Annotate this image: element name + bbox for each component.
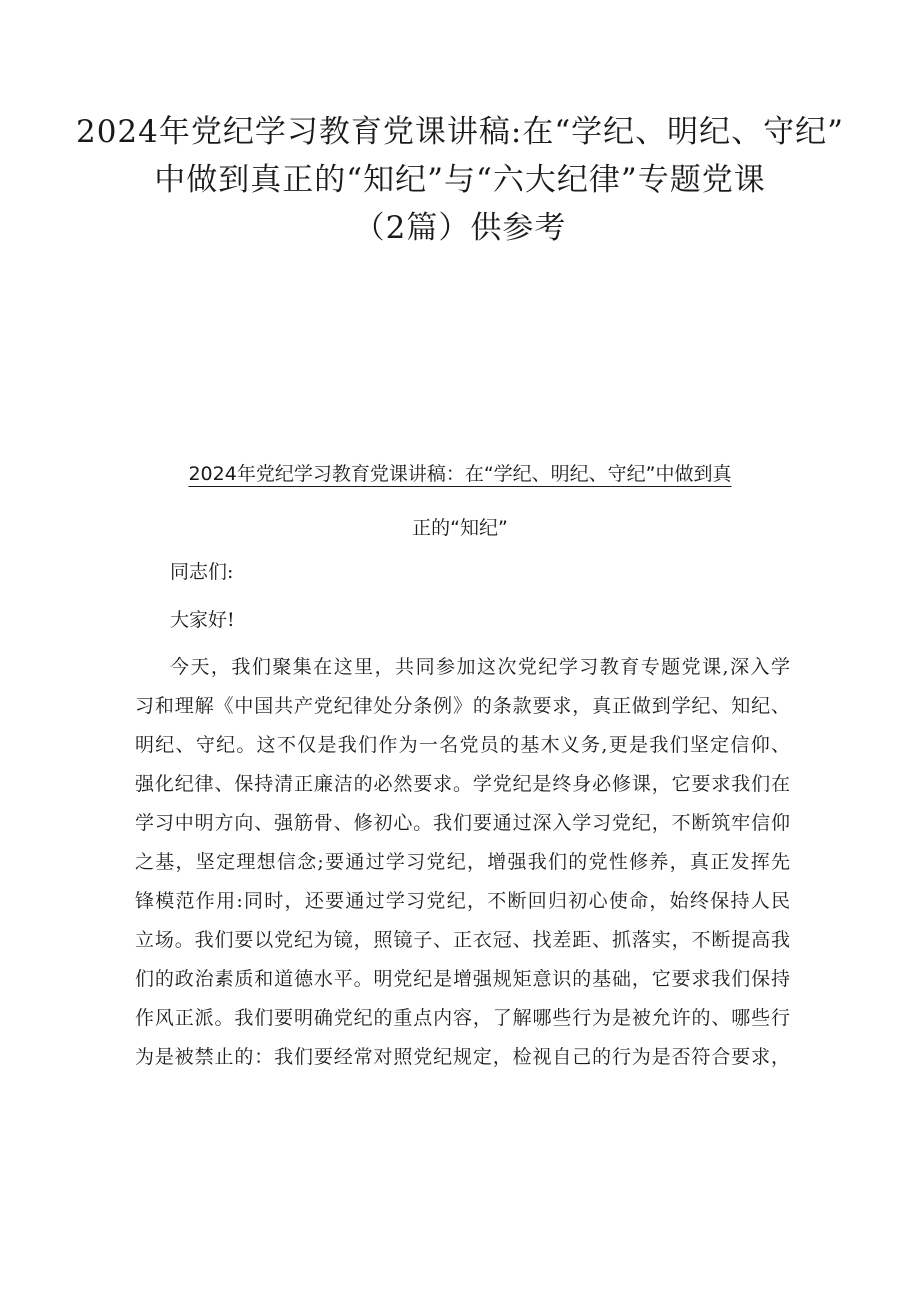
paragraph-line: 明纪、守纪。这不仅是我们作为一名党员的基木义务,更是我们坚定信仰、: [135, 734, 790, 756]
greeting: 大家好!: [170, 609, 235, 631]
paragraph-line: 为是被禁止的：我们要经常对照党纪规定，检视自己的行为是否符合要求，: [135, 1046, 790, 1068]
section-title-line-1: 2024年党纪学习教育党课讲稿：在“学纪、明纪、守纪”中做到真: [188, 463, 732, 485]
paragraph-line: 锋模范作用:同时，还要通过学习党纪，不断回归初心使命，始终保持人民: [135, 890, 790, 912]
paragraph-line: 之基，坚定理想信念;要通过学习党纪，增强我们的党性修养，真正发挥先: [135, 851, 790, 873]
salutation: 同志们:: [170, 561, 234, 583]
paragraph-line: 今天，我们聚集在这里，共同参加这次党纪学习教育专题党课,深入学: [170, 656, 790, 678]
main-title-line-1: 2024年党纪学习教育党课讲稿:在“学纪、明纪、守纪”: [75, 114, 845, 150]
paragraph-line: 作风正派。我们要明确党纪的重点内容，了解哪些行为是被允许的、哪些行: [135, 1007, 790, 1029]
section-title-line-2: 正的“知纪”: [412, 517, 508, 539]
paragraph-line: 立场。我们要以党纪为镜，照镜子、正衣冠、找差距、抓落实，不断提高我: [135, 929, 790, 951]
main-title-line-2: 中做到真正的“知纪”与“六大纪律”专题党课: [154, 162, 766, 198]
main-title: [0, 108, 920, 252]
paragraph-line: 习和理解《中国共产党纪律处分条例》的条款要求，真正做到学纪、知纪、: [135, 695, 790, 717]
paragraph-line: 强化纪律、保持清正廉洁的必然要求。学党纪是终身必修课，它要求我们在: [135, 773, 790, 795]
paragraph-line: 学习中明方向、强筋骨、修初心。我们要通过深入学习党纪，不断筑牢信仰: [135, 812, 790, 834]
main-title-line-3: （2篇）供参考: [353, 210, 567, 246]
paragraph-line: 们的政治素质和道德水平。明党纪是增强规矩意识的基础，它要求我们保持: [135, 968, 790, 990]
